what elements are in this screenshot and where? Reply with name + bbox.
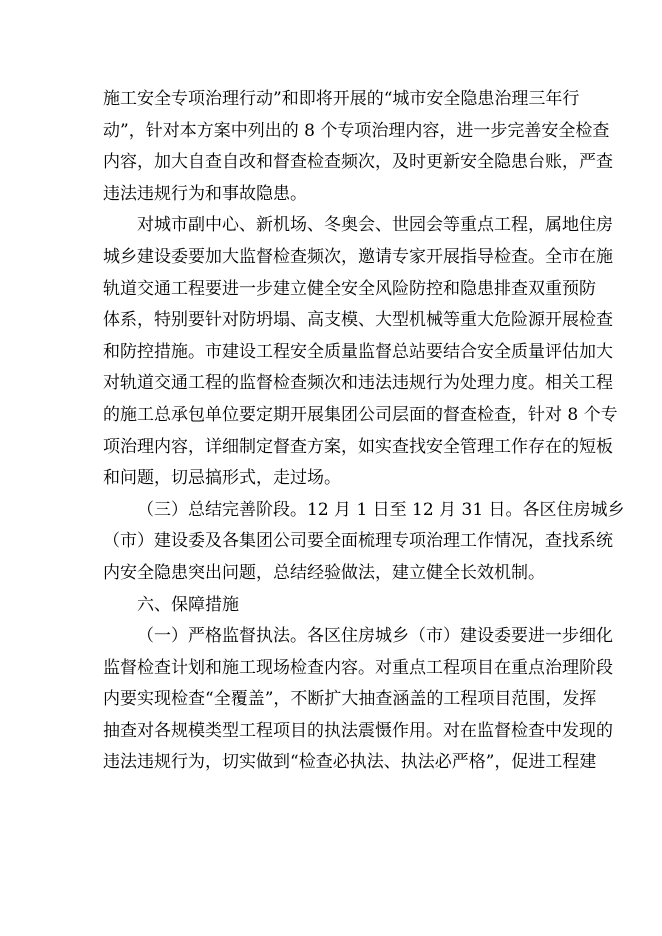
section-heading-safeguards <box>103 590 563 622</box>
paragraph-key-projects <box>103 210 618 494</box>
paragraph-strict-enforcement <box>103 621 613 779</box>
text-line: 违法违规行为和事故隐患。 <box>103 183 307 204</box>
section-heading: 六、保障措施 <box>137 594 239 615</box>
text-line: 违法违规行为，切实做到“检查必执法、执法必严格”，促进工程建 <box>103 752 597 773</box>
text-line: 项治理内容，详细制定督查方案，如实查找安全管理工作存在的短板 <box>103 436 613 457</box>
text-line: 施工安全专项治理行动”和即将开展的“城市安全隐患治理三年行 <box>103 89 580 109</box>
text-line: 轨道交通工程要进一步建立健全安全风险防控和隐患排查双重预防 <box>103 278 596 299</box>
text-line: 的施工总承包单位要定期开展集团公司层面的督查检查，针对 8 个专 <box>103 404 618 425</box>
paragraph-safety-inspection <box>103 84 613 210</box>
text-line: 对轨道交通工程的监督检查频次和违法违规行为处理力度。相关工程 <box>103 373 613 394</box>
text-line: 和防控措施。市建设工程安全质量监督总站要结合安全质量评估加大 <box>103 341 613 362</box>
text-line: 城乡建设委要加大监督检查频次，邀请专家开展指导检查。全市在施 <box>103 246 613 267</box>
text-line: 监督检查计划和施工现场检查内容。对重点工程项目在重点治理阶段 <box>103 657 613 678</box>
text-line: 抽查对各规模类型工程项目的执法震慑作用。对在监督检查中发现的 <box>103 720 613 741</box>
text-line: 对城市副中心、新机场、冬奥会、世园会等重点工程，属地住房 <box>137 215 613 236</box>
text-line: 内容，加大自查自改和督查检查频次，及时更新安全隐患台账，严查 <box>103 152 613 173</box>
text-line: （一）严格监督执法。各区住房城乡（市）建设委要进一步细化 <box>137 626 613 647</box>
text-line: 动”，针对本方案中列出的 8 个专项治理内容，进一步完善安全检查 <box>103 120 610 141</box>
text-line: 内要实现检查“全覆盖”，不断扩大抽查涵盖的工程项目范围，发挥 <box>103 689 597 710</box>
document-body <box>103 84 625 779</box>
text-line: 内安全隐患突出问题，总结经验做法，建立健全长效机制。 <box>103 562 545 583</box>
paragraph-summary-stage <box>103 495 625 590</box>
text-line: 体系，特别要针对防坍塌、高支模、大型机械等重大危险源开展检查 <box>103 310 613 331</box>
text-line: 和问题，切忌搞形式，走过场。 <box>103 468 341 489</box>
text-line: （三）总结完善阶段。12 月 1 日至 12 月 31 日。各区住房城乡 <box>137 499 625 520</box>
text-line: （市）建设委及各集团公司要全面梳理专项治理工作情况，查找系统 <box>103 531 613 552</box>
